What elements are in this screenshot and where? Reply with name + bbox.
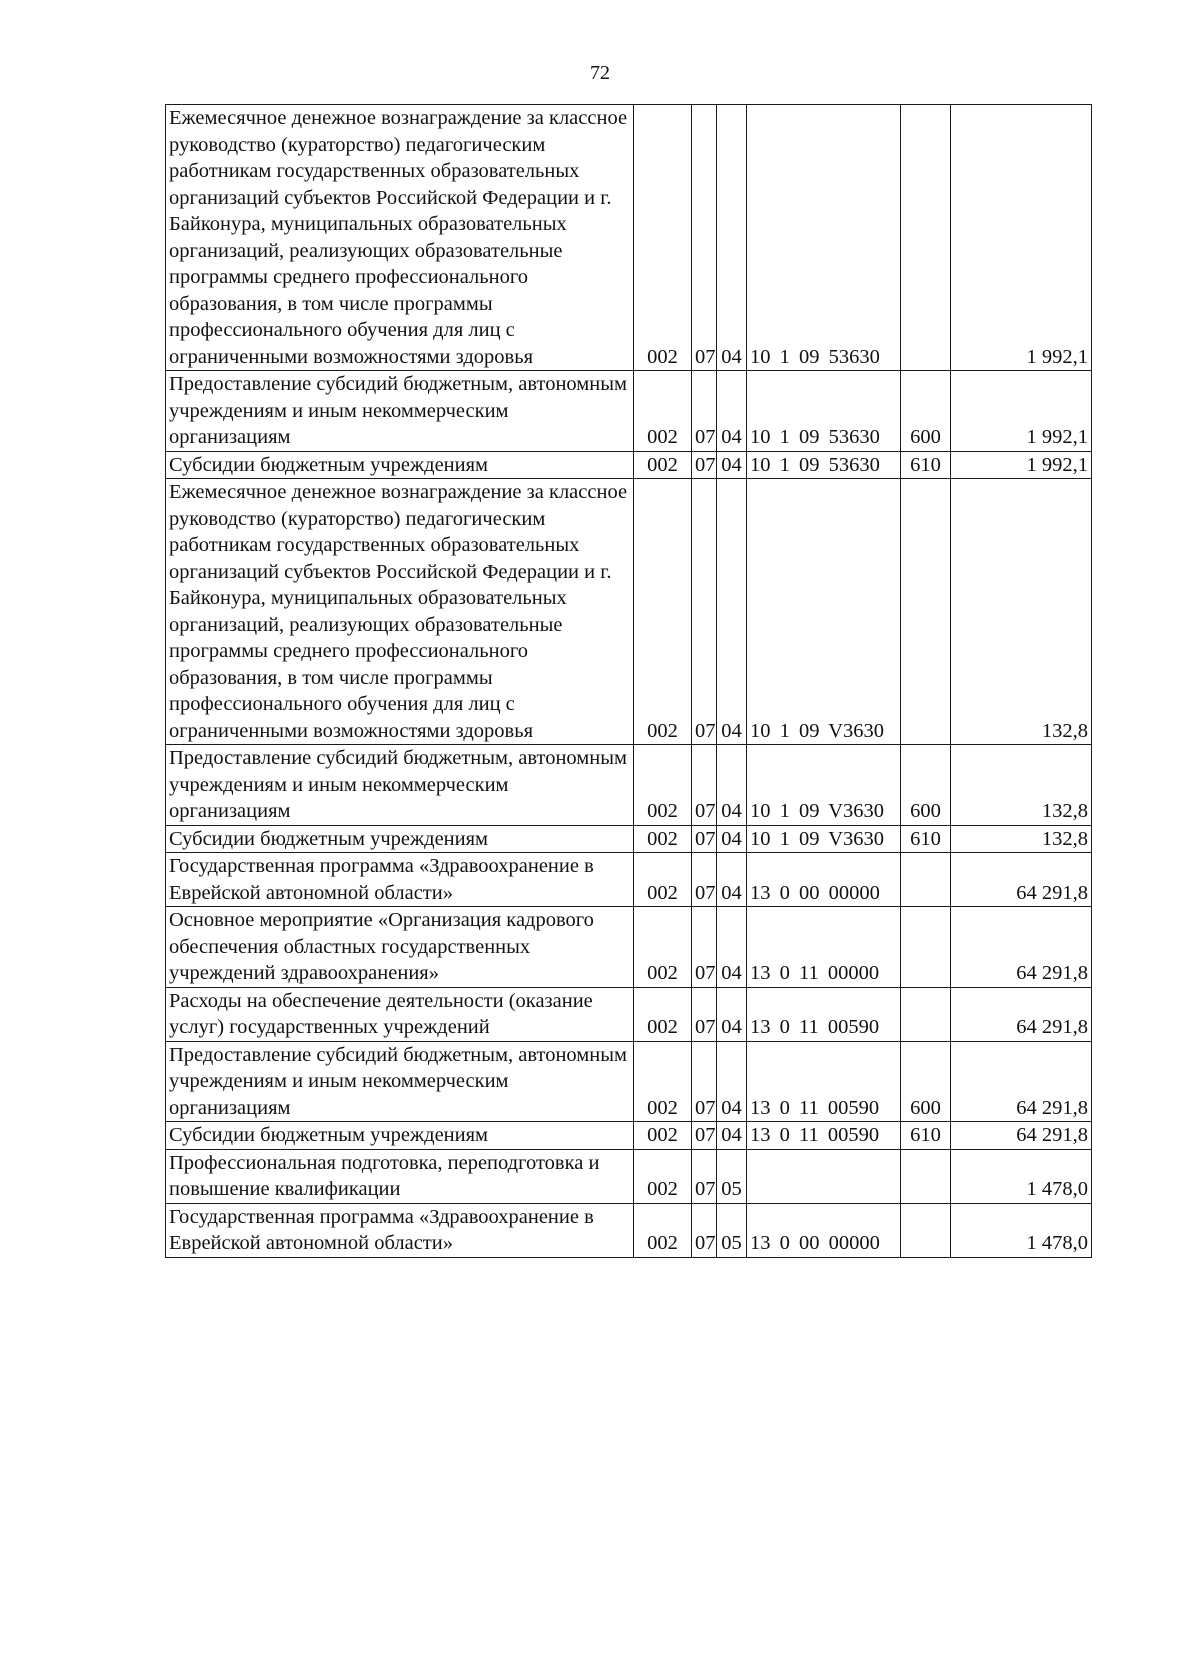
row-gr-cell: 002 — [634, 479, 692, 745]
row-vr-cell: 610 — [901, 451, 951, 479]
row-cs-cell: 10 1 09 V3630 — [747, 479, 901, 745]
row-cs-cell: 13 0 11 00590 — [747, 1041, 901, 1122]
row-vr-cell — [901, 479, 951, 745]
row-pr-cell: 04 — [717, 1041, 747, 1122]
row-name-cell: Профессиональная подготовка, переподготовка и повышение квалификации — [166, 1149, 634, 1203]
row-name-cell: Предоставление субсидий бюджетным, автономным учреждениям и иным некоммерческим организациям — [166, 745, 634, 826]
row-gr-cell: 002 — [634, 987, 692, 1041]
row-name-cell: Государственная программа «Здравоохранение в Еврейской автономной области» — [166, 1203, 634, 1257]
table-row — [166, 907, 1092, 988]
row-name-cell: Основное мероприятие «Организация кадрового обеспечения областных государственных учреждений здравоохранения» — [166, 907, 634, 988]
row-rz-cell: 07 — [692, 479, 717, 745]
table-row — [166, 1041, 1092, 1122]
row-sum-cell: 64 291,8 — [951, 1041, 1092, 1122]
row-cs-cell: 13 0 11 00590 — [747, 1122, 901, 1150]
row-gr-cell: 002 — [634, 745, 692, 826]
row-pr-cell: 04 — [717, 451, 747, 479]
row-gr-cell: 002 — [634, 825, 692, 853]
table-row — [166, 1149, 1092, 1203]
row-gr-cell: 002 — [634, 1203, 692, 1257]
row-name-cell: Субсидии бюджетным учреждениям — [166, 1122, 634, 1150]
table-row — [166, 853, 1092, 907]
row-rz-cell: 07 — [692, 371, 717, 452]
row-pr-cell: 04 — [717, 1122, 747, 1150]
row-gr-cell: 002 — [634, 451, 692, 479]
row-sum-cell: 132,8 — [951, 479, 1092, 745]
table-row — [166, 745, 1092, 826]
table-row — [166, 451, 1092, 479]
row-rz-cell: 07 — [692, 825, 717, 853]
row-name-cell: Ежемесячное денежное вознаграждение за классное руководство (кураторство) педагогическим работникам государственных образовательных организаций субъектов Российской Федерации и г. Байконура, муниципальных образовательных организаций, реализующих образовательные программы среднего профессионального образования, в том числе программы профессионального обучения для лиц с ограниченными возможностями здоровья — [166, 105, 634, 371]
row-gr-cell: 002 — [634, 1149, 692, 1203]
row-gr-cell: 002 — [634, 371, 692, 452]
row-name-cell: Расходы на обеспечение деятельности (оказание услуг) государственных учреждений — [166, 987, 634, 1041]
row-name-cell: Государственная программа «Здравоохранение в Еврейской автономной области» — [166, 853, 634, 907]
row-cs-cell: 13 0 00 00000 — [747, 853, 901, 907]
row-vr-cell: 600 — [901, 371, 951, 452]
row-rz-cell: 07 — [692, 105, 717, 371]
row-gr-cell: 002 — [634, 105, 692, 371]
row-vr-cell: 600 — [901, 745, 951, 826]
row-rz-cell: 07 — [692, 1041, 717, 1122]
row-vr-cell — [901, 987, 951, 1041]
row-name-cell: Предоставление субсидий бюджетным, автономным учреждениям и иным некоммерческим организациям — [166, 1041, 634, 1122]
row-cs-cell: 10 1 09 53630 — [747, 451, 901, 479]
row-sum-cell: 132,8 — [951, 745, 1092, 826]
table-row — [166, 987, 1092, 1041]
row-cs-cell: 13 0 11 00590 — [747, 987, 901, 1041]
row-sum-cell: 64 291,8 — [951, 987, 1092, 1041]
row-pr-cell: 04 — [717, 853, 747, 907]
row-gr-cell: 002 — [634, 1122, 692, 1150]
row-pr-cell: 05 — [717, 1149, 747, 1203]
table-row — [166, 1122, 1092, 1150]
row-pr-cell: 04 — [717, 907, 747, 988]
row-vr-cell — [901, 105, 951, 371]
row-pr-cell: 05 — [717, 1203, 747, 1257]
table-row — [166, 479, 1092, 745]
row-pr-cell: 04 — [717, 479, 747, 745]
row-cs-cell: 13 0 11 00000 — [747, 907, 901, 988]
row-vr-cell: 600 — [901, 1041, 951, 1122]
table-row — [166, 371, 1092, 452]
row-rz-cell: 07 — [692, 451, 717, 479]
row-sum-cell: 1 992,1 — [951, 451, 1092, 479]
row-vr-cell: 610 — [901, 1122, 951, 1150]
row-name-cell: Субсидии бюджетным учреждениям — [166, 825, 634, 853]
row-sum-cell: 64 291,8 — [951, 907, 1092, 988]
row-sum-cell: 1 478,0 — [951, 1203, 1092, 1257]
row-cs-cell: 10 1 09 53630 — [747, 371, 901, 452]
row-rz-cell: 07 — [692, 1203, 717, 1257]
row-vr-cell — [901, 1149, 951, 1203]
row-sum-cell: 1 478,0 — [951, 1149, 1092, 1203]
budget-table — [165, 104, 1092, 1258]
table-row — [166, 105, 1092, 371]
row-sum-cell: 64 291,8 — [951, 1122, 1092, 1150]
row-rz-cell: 07 — [692, 1122, 717, 1150]
row-sum-cell: 1 992,1 — [951, 371, 1092, 452]
row-pr-cell: 04 — [717, 987, 747, 1041]
row-vr-cell — [901, 853, 951, 907]
row-gr-cell: 002 — [634, 907, 692, 988]
row-rz-cell: 07 — [692, 987, 717, 1041]
row-rz-cell: 07 — [692, 1149, 717, 1203]
row-gr-cell: 002 — [634, 853, 692, 907]
row-pr-cell: 04 — [717, 825, 747, 853]
row-vr-cell — [901, 907, 951, 988]
page-number: 72 — [590, 62, 610, 84]
row-name-cell: Ежемесячное денежное вознаграждение за классное руководство (кураторство) педагогическим работникам государственных образовательных организаций субъектов Российской Федерации и г. Байконура, муниципальных образовательных организаций, реализующих образовательные программы среднего профессионального образования, в том числе программы профессионального обучения для лиц с ограниченными возможностями здоровья — [166, 479, 634, 745]
row-vr-cell: 610 — [901, 825, 951, 853]
row-name-cell: Предоставление субсидий бюджетным, автономным учреждениям и иным некоммерческим организациям — [166, 371, 634, 452]
row-cs-cell: 10 1 09 53630 — [747, 105, 901, 371]
row-pr-cell: 04 — [717, 371, 747, 452]
row-sum-cell: 64 291,8 — [951, 853, 1092, 907]
row-rz-cell: 07 — [692, 907, 717, 988]
row-cs-cell — [747, 1149, 901, 1203]
row-sum-cell: 132,8 — [951, 825, 1092, 853]
row-cs-cell: 13 0 00 00000 — [747, 1203, 901, 1257]
row-rz-cell: 07 — [692, 853, 717, 907]
table-row — [166, 1203, 1092, 1257]
row-pr-cell: 04 — [717, 745, 747, 826]
table-body — [166, 105, 1092, 1258]
row-vr-cell — [901, 1203, 951, 1257]
row-sum-cell: 1 992,1 — [951, 105, 1092, 371]
row-gr-cell: 002 — [634, 1041, 692, 1122]
row-name-cell: Субсидии бюджетным учреждениям — [166, 451, 634, 479]
table-row — [166, 825, 1092, 853]
row-cs-cell: 10 1 09 V3630 — [747, 825, 901, 853]
row-pr-cell: 04 — [717, 105, 747, 371]
row-rz-cell: 07 — [692, 745, 717, 826]
row-cs-cell: 10 1 09 V3630 — [747, 745, 901, 826]
